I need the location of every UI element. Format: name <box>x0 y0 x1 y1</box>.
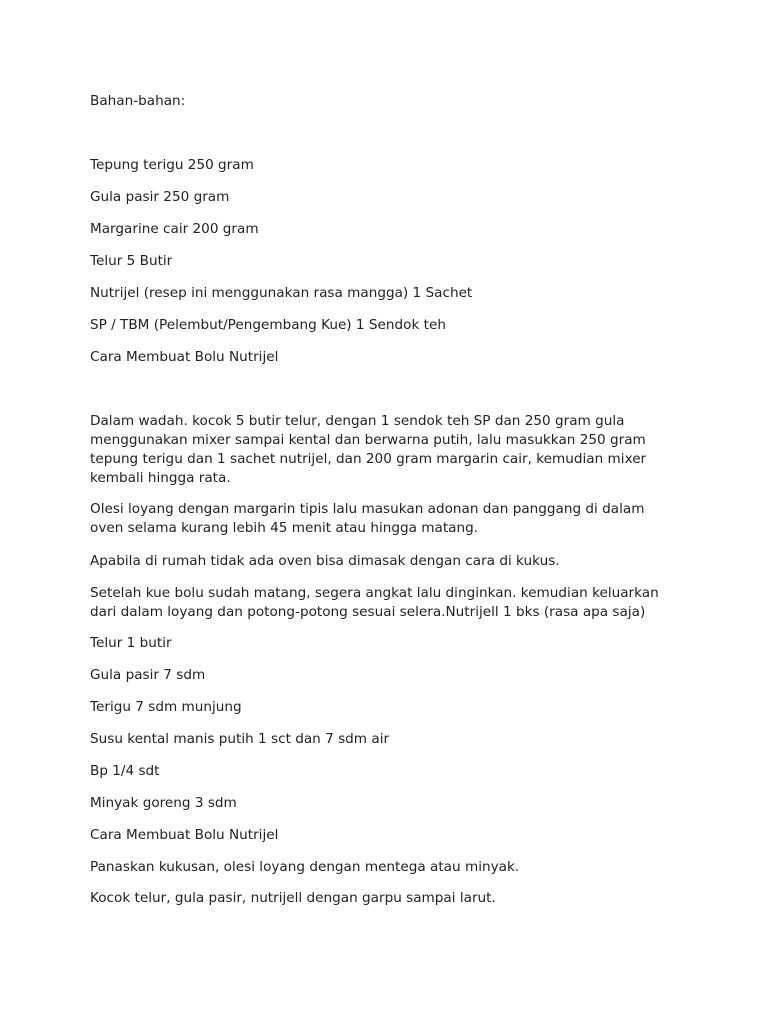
ingredient-line: Tepung terigu 250 gram <box>90 157 254 173</box>
ingredient-line: SP / TBM (Pelembut/Pengembang Kue) 1 Sendok teh <box>90 317 446 333</box>
step-paragraph: Apabila di rumah tidak ada oven bisa dimasak dengan cara di kukus. <box>90 553 560 569</box>
ingredient-line: Telur 1 butir <box>90 635 172 651</box>
step-paragraph: Setelah kue bolu sudah matang, segera angkat lalu dinginkan. kemudian keluarkan dari dalam loyang dan potong-potong sesuai selera.Nutrijell 1 bks (rasa apa saja) <box>90 585 659 620</box>
ingredient-line: Nutrijel (resep ini menggunakan rasa mangga) 1 Sachet <box>90 285 473 301</box>
ingredient-line: Telur 5 Butir <box>90 253 173 269</box>
step-paragraph: Panaskan kukusan, olesi loyang dengan mentega atau minyak. <box>90 859 520 875</box>
ingredients-heading: Bahan-bahan: <box>90 93 186 109</box>
step-paragraph: Kocok telur, gula pasir, nutrijell dengan garpu sampai larut. <box>90 890 496 906</box>
ingredient-line: Minyak goreng 3 sdm <box>90 795 237 811</box>
ingredient-line: Bp 1/4 sdt <box>90 763 160 779</box>
method-title: Cara Membuat Bolu Nutrijel <box>90 349 279 365</box>
ingredient-line: Susu kental manis putih 1 sct dan 7 sdm air <box>90 731 390 747</box>
method-title: Cara Membuat Bolu Nutrijel <box>90 827 279 843</box>
ingredient-line: Terigu 7 sdm munjung <box>90 699 242 715</box>
ingredient-line: Margarine cair 200 gram <box>90 221 259 237</box>
step-paragraph: Dalam wadah. kocok 5 butir telur, dengan 1 sendok teh SP dan 250 gram gula menggunakan mixer sampai kental dan berwarna putih, lalu masukkan 250 gram tepung terigu dan 1 sachet nutrijel, dan 200 gram margarin cair, kemudian mixer kembali hingga rata. <box>90 413 647 486</box>
ingredient-line: Gula pasir 7 sdm <box>90 667 206 683</box>
ingredient-line: Gula pasir 250 gram <box>90 189 230 205</box>
step-paragraph: Olesi loyang dengan margarin tipis lalu masukan adonan dan panggang di dalam oven selama kurang lebih 45 menit atau hingga matang. <box>90 501 645 536</box>
